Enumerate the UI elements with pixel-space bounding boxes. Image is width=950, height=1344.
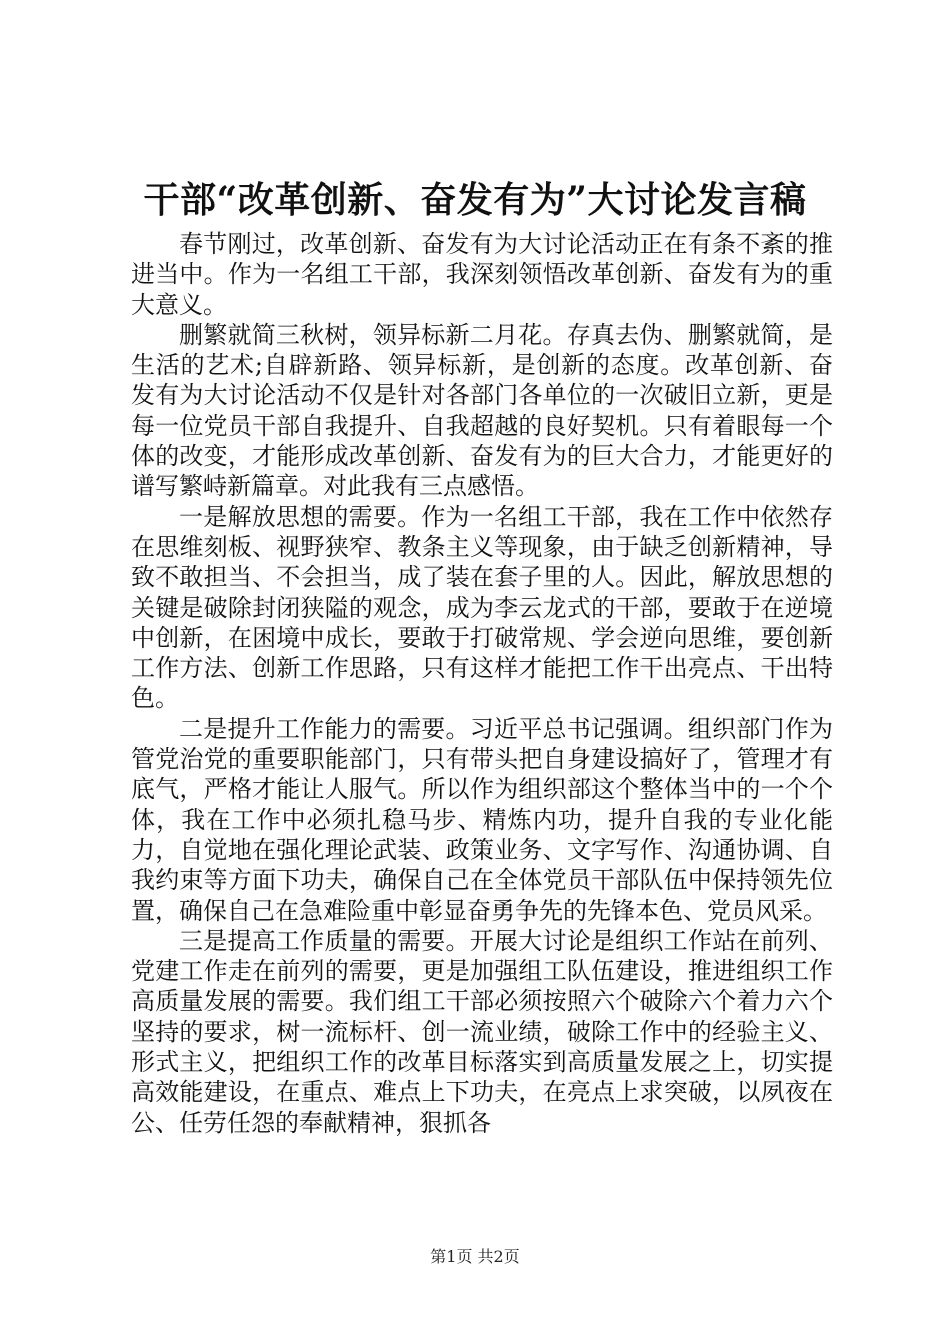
paragraph-5: 三是提高工作质量的需要。开展大讨论是组织工作站在前列、党建工作走在前列的需要，更是加强组工队伍建设，推进组织工作高质量发展的需要。我们组工干部必须按照六个破除六个着力六个坚持的要求，树一流标杆、创一流业绩，破除工作中的经验主义、形式主义，把组织工作的改革目标落实到高质量发展之上，切实提高效能建设，在重点、难点上下功夫，在亮点上求突破，以夙夜在公、任劳任怨的奉献精神，狠抓各	[131, 926, 833, 1137]
page-footer: 第1页 共2页	[430, 1247, 520, 1266]
paragraph-1: 春节刚过，改革创新、奋发有为大讨论活动正在有条不紊的推进当中。作为一名组工干部，我深刻领悟改革创新、奋发有为的重大意义。	[131, 230, 833, 319]
paragraph-3: 一是解放思想的需要。作为一名组工干部，我在工作中依然存在思维刻板、视野狭窄、教条主义等现象，由于缺乏创新精神，导致不敢担当、不会担当，成了装在套子里的人。因此，解放思想的关键是破除封闭狭隘的观念，成为李云龙式的干部，要敢于在逆境中创新，在困境中成长，要敢于打破常规、学会逆向思维，要创新工作方法、创新工作思路，只有这样才能把工作干出亮点、干出特色。	[131, 502, 833, 713]
paragraph-4: 二是提升工作能力的需要。习近平总书记强调。组织部门作为管党治党的重要职能部门，只有带头把自身建设搞好了，管理才有底气，严格才能让人服气。所以作为组织部这个整体当中的一个个体，我在工作中必须扎稳马步、精炼内功，提升自我的专业化能力，自觉地在强化理论武装、政策业务、文字写作、沟通协调、自我约束等方面下功夫，确保自己在全体党员干部队伍中保持领先位置，确保自己在急难险重中彰显奋勇争先的先锋本色、党员风采。	[131, 714, 833, 925]
paragraph-2: 删繁就简三秋树，领异标新二月花。存真去伪、删繁就简，是生活的艺术;自辟新路、领异标新，是创新的态度。改革创新、奋发有为大讨论活动不仅是针对各部门各单位的一次破旧立新，更是每一位党员干部自我提升、自我超越的良好契机。只有着眼每一个体的改变，才能形成改革创新、奋发有为的巨大合力，才能更好的谱写繁峙新篇章。对此我有三点感悟。	[131, 320, 833, 501]
document-body	[131, 229, 833, 1138]
document-title: 干部“改革创新、奋发有为”大讨论发言稿	[143, 179, 807, 221]
